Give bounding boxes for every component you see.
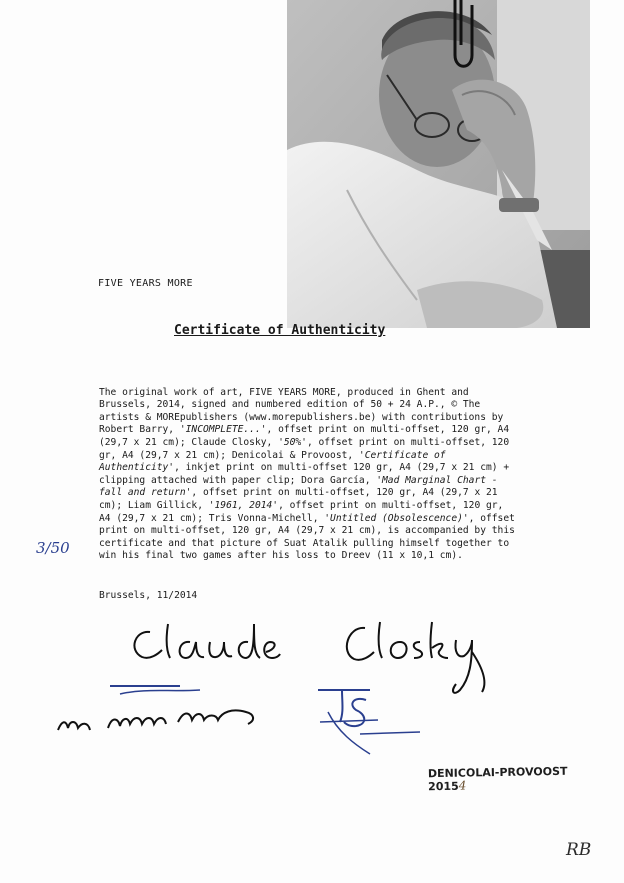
stamp-year-handwritten: 4 xyxy=(458,778,467,793)
work-title-vonna-michell: 'Untitled (Obsolescence)' xyxy=(324,512,469,524)
stamp-year-line xyxy=(428,778,568,793)
body-segment: , inkjet print on multi-offset 120 gr, A4 (29,7 x 21 cm) + clipping attached with paper clip; Dora García, xyxy=(99,462,510,486)
signature-monogram-blue xyxy=(308,682,428,762)
work-title-barry: 'INCOMPLETE...' xyxy=(179,424,267,436)
photo-image xyxy=(287,0,590,328)
work-title-denicolai-provoost: 'Certificate of Authenticity' xyxy=(99,449,446,474)
body-segment: , offset print on multi-offset, 120 gr, A4 (29,7 x 21 cm); Denicolai & Provoost, xyxy=(99,436,510,461)
work-title-closky: '50%' xyxy=(278,436,307,448)
body-segment: , offset print on multi-offset, 120 gr, A4 (29,7 x 21 cm), is accompanied by this certificate and that picture of Suat Atalik pulling himself together to win his final two games after his loss to Dreev (11 x 10,1 cm). xyxy=(99,512,515,562)
body-segment: , offset print on multi-offset, 120 gr, A4 (29,7 x 21 cm); Liam Gillick, xyxy=(99,487,498,511)
work-title-garcia: 'Mad Marginal Chart - fall and return' xyxy=(99,474,498,499)
body-segment: , offset print on multi-offset, 120 gr, A4 (29,7 x 21 cm); Tris Vonna-Michell, xyxy=(99,499,504,524)
work-title-gillick: '1961, 2014' xyxy=(208,499,279,511)
edition-title: FIVE YEARS MORE xyxy=(98,278,193,289)
certificate-title: Certificate of Authenticity xyxy=(174,323,386,338)
place-date: Brussels, 11/2014 xyxy=(99,590,198,601)
body-segment: , offset print on multi-offset, 120 gr, A4 (29,7 x 21 cm); Claude Closky, xyxy=(99,424,510,448)
stamp-year: 2015 xyxy=(428,779,459,794)
signature-scrawl-left xyxy=(50,672,270,742)
edition-number-handwritten: 3/50 xyxy=(36,539,70,557)
initials-handwritten: RB xyxy=(566,840,592,860)
artist-stamp xyxy=(428,765,568,793)
stamp-name: DENICOLAI-PROVOOST xyxy=(427,764,568,781)
certificate-body xyxy=(99,374,519,563)
body-segment: The original work of art, FIVE YEARS MORE, produced in Ghent and Brussels, 2014, signed and numbered edition of 50 + 24 A.P., © The artists & MOREpublishers (www.morepublishers.be) with contributions by Robert Barry, xyxy=(99,386,504,436)
photo-suat-atalik xyxy=(287,0,590,328)
